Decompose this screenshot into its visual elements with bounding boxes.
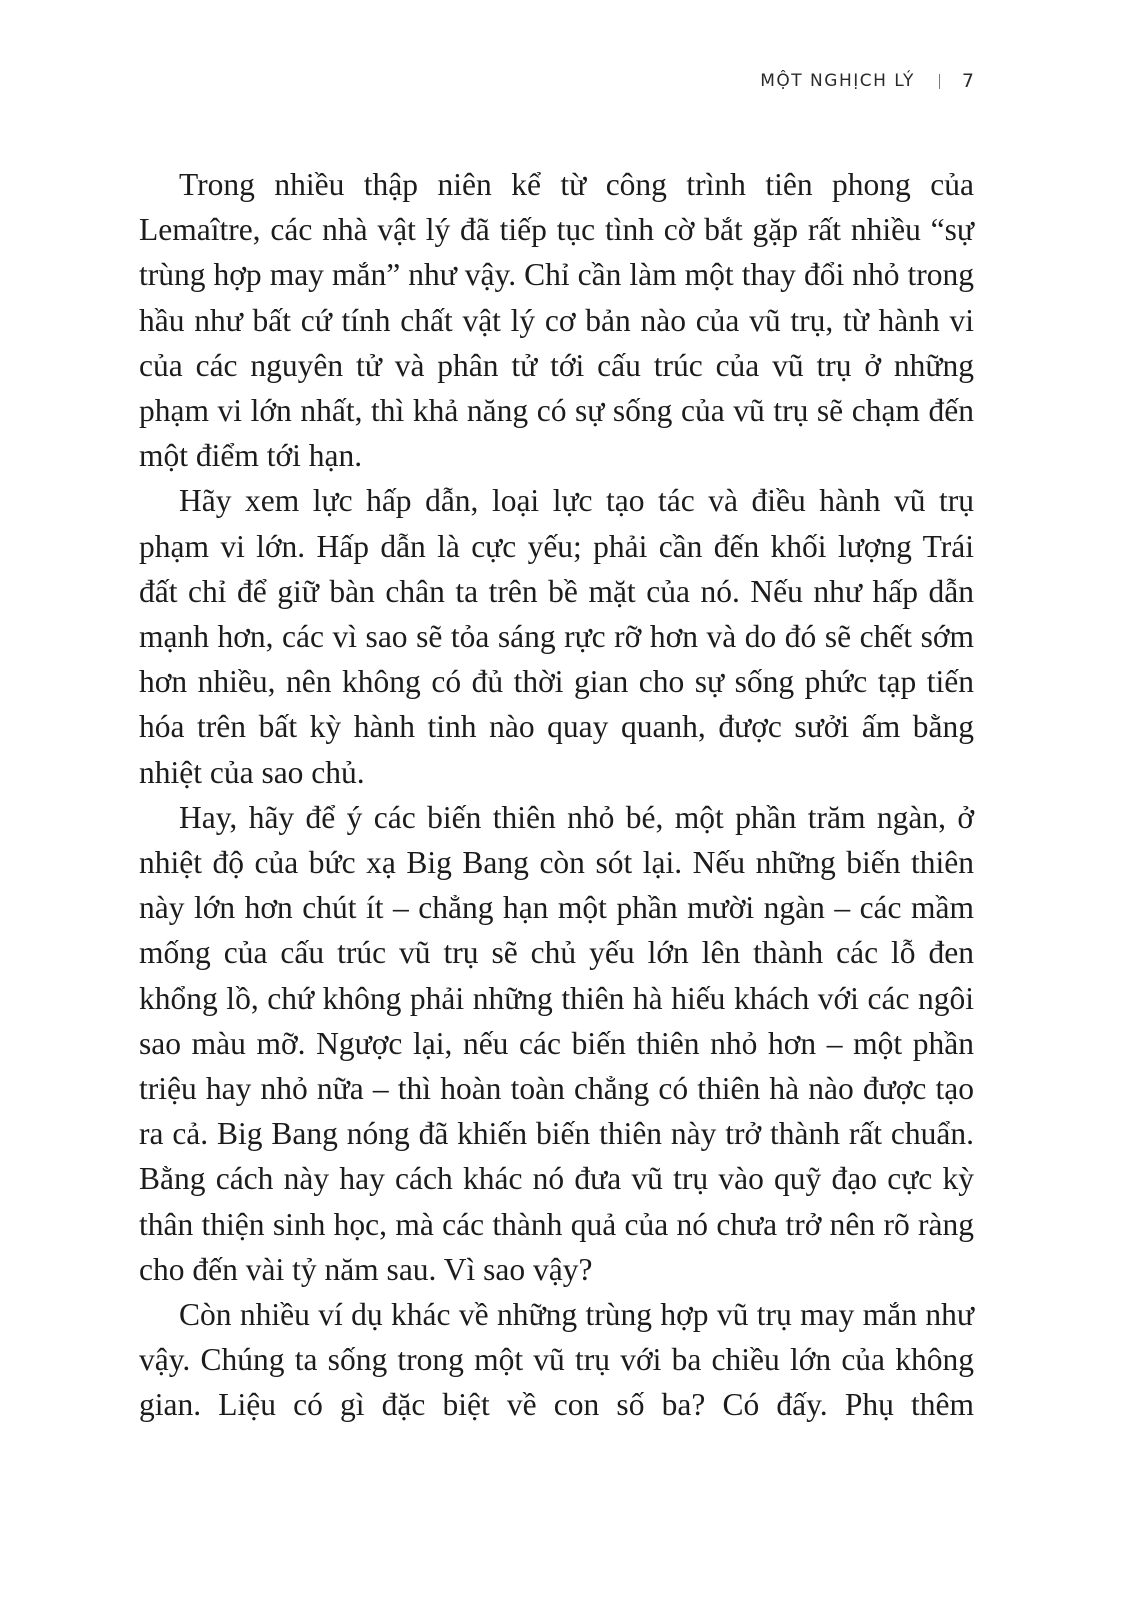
paragraph: Trong nhiều thập niên kể từ công trình tiên phong của Lemaître, các nhà vật lý đã tiếp tục tình cờ bắt gặp rất nhiều “sự trùng hợp may mắn” như vậy. Chỉ cần làm một thay đổi nhỏ trong hầu như bất cứ tính chất vật lý cơ bản nào của vũ trụ, từ hành vi của các nguyên tử và phân tử tới cấu trúc của vũ trụ ở những phạm vi lớn nhất, thì khả năng có sự sống của vũ trụ sẽ chạm đến một điểm tới hạn. xyxy=(139,167,974,474)
page-number: 7 xyxy=(961,70,974,92)
paragraph: Còn nhiều ví dụ khác về những trùng hợp vũ trụ may mắn như vậy. Chúng ta sống trong một vũ trụ với ba chiều lớn của không gian. Liệu có gì đặc biệt về con số ba? Có đấy. Phụ thêm xyxy=(139,1297,974,1423)
header-separator xyxy=(939,74,940,89)
chapter-title: MỘT NGHỊCH LÝ xyxy=(760,71,915,91)
body-text xyxy=(139,162,974,1428)
running-header xyxy=(760,70,974,92)
paragraph: Hãy xem lực hấp dẫn, loại lực tạo tác và điều hành vũ trụ phạm vi lớn. Hấp dẫn là cực yếu; phải cần đến khối lượng Trái đất chỉ để giữ bàn chân ta trên bề mặt của nó. Nếu như hấp dẫn mạnh hơn, các vì sao sẽ tỏa sáng rực rỡ hơn và do đó sẽ chết sớm hơn nhiều, nên không có đủ thời gian cho sự sống phức tạp tiến hóa trên bất kỳ hành tinh nào quay quanh, được sưởi ấm bằng nhiệt của sao chủ. xyxy=(139,483,974,790)
paragraph: Hay, hãy để ý các biến thiên nhỏ bé, một phần trăm ngàn, ở nhiệt độ của bức xạ Big Bang còn sót lại. Nếu những biến thiên này lớn hơn chút ít – chẳng hạn một phần mười ngàn – các mầm mống của cấu trúc vũ trụ sẽ chủ yếu lớn lên thành các lỗ đen khổng lồ, chứ không phải những thiên hà hiếu khách với các ngôi sao màu mỡ. Ngược lại, nếu các biến thiên nhỏ hơn – một phần triệu hay nhỏ nữa – thì hoàn toàn chẳng có thiên hà nào được tạo ra cả. Big Bang nóng đã khiến biến thiên này trở thành rất chuẩn. Bằng cách này hay cách khác nó đưa vũ trụ vào quỹ đạo cực kỳ thân thiện sinh học, mà các thành quả của nó chưa trở nên rõ ràng cho đến vài tỷ năm sau. Vì sao vậy? xyxy=(139,799,974,1287)
